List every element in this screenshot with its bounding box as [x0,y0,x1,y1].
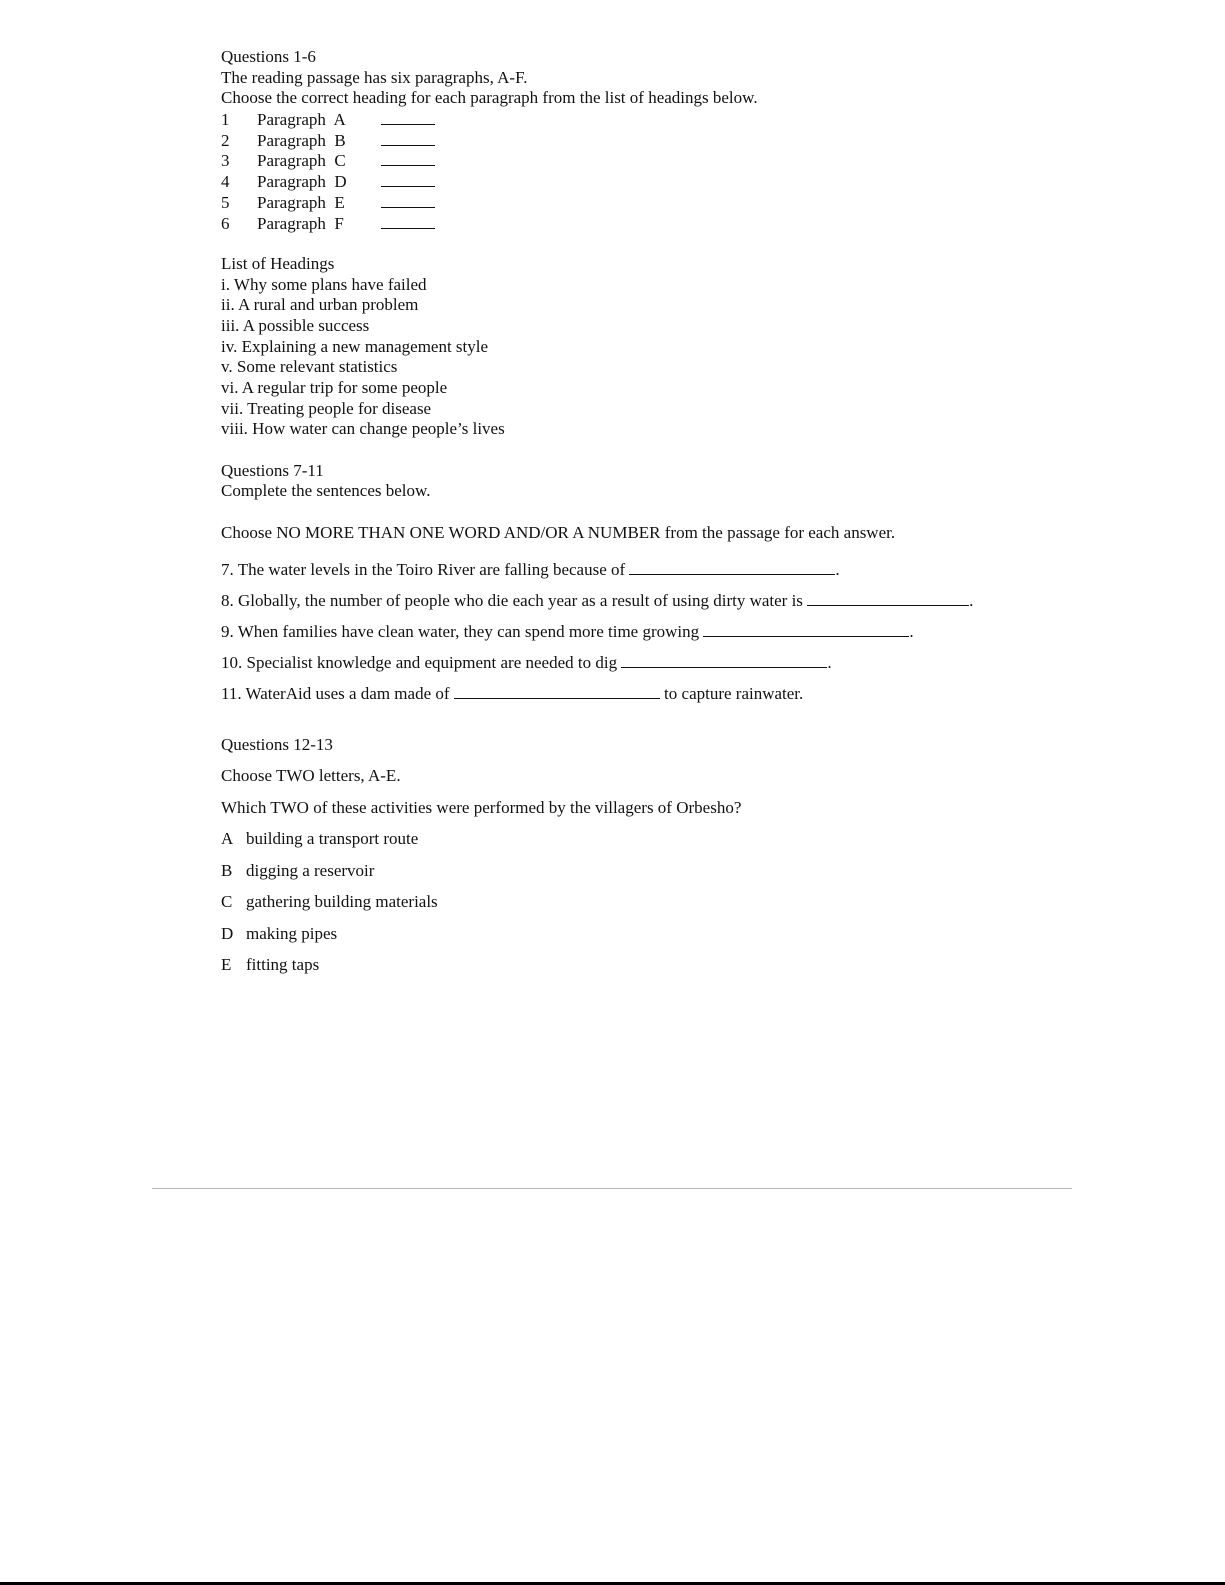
section1-intro: The reading passage has six paragraphs, A-F. [221,67,528,87]
option-letter: D [221,923,234,943]
section2-instruction: Choose NO MORE THAN ONE WORD AND/OR A NUMBER from the passage for each answer. [221,522,896,542]
paragraph-row [221,192,1081,213]
option-d[interactable] [221,918,1081,950]
question-8-end: . [969,590,974,610]
spacer [221,440,1081,461]
paragraph-number: 1 [221,110,230,130]
question-7-end: . [835,559,840,579]
paragraph-row [221,150,1081,171]
paragraph-label: Paragraph B [257,130,346,150]
question-10-text: 10. Specialist knowledge and equipment are needed to dig [221,652,622,672]
question-7 [221,554,1081,585]
section3-title: Questions 12-13 [221,734,333,754]
spacer [221,502,1081,523]
section1-instruction: Choose the correct heading for each paragraph from the list of headings below. [221,88,758,108]
spacer [221,709,1081,729]
paragraph-row [221,109,1081,130]
answer-blank-7[interactable] [629,558,835,575]
page-divider [152,1188,1072,1189]
option-c[interactable] [221,886,1081,918]
heading-item: ii. A rural and urban problem [221,295,419,315]
option-letter: A [221,829,234,848]
question-8-text: 8. Globally, the number of people who die each year as a result of using dirty water is [221,590,808,610]
question-9-text: 9. When families have clean water, they can spend more time growing [221,621,704,641]
answer-blank[interactable] [381,192,435,208]
answer-blank[interactable] [381,130,435,146]
section3-question: Which TWO of these activities were performed by the villagers of Orbesho? [221,797,742,817]
paragraph-number: 3 [221,151,230,171]
heading-item: viii. How water can change people’s lives [221,419,505,439]
question-8 [221,585,1081,616]
paragraph-number: 6 [221,213,230,233]
heading-item: vi. A regular trip for some people [221,378,448,397]
answer-blank-8[interactable] [807,589,969,606]
option-letter: E [221,955,232,974]
heading-item: i. Why some plans have failed [221,274,427,294]
option-letter: C [221,892,233,911]
question-11-end: to capture rainwater. [659,683,804,703]
option-text: making pipes [246,923,338,943]
question-9 [221,616,1081,647]
answer-blank-11[interactable] [454,682,660,699]
option-text: digging a reservoir [246,860,375,880]
option-text: gathering building materials [246,892,438,911]
option-letter: B [221,860,233,880]
paragraph-label: Paragraph E [257,192,345,212]
answer-blank[interactable] [381,150,435,166]
option-text: fitting taps [246,955,320,974]
heading-item: iv. Explaining a new management style [221,336,489,356]
paragraph-label: Paragraph C [257,151,346,171]
heading-item: iii. A possible success [221,315,370,335]
heading-item: v. Some relevant statistics [221,357,398,377]
paragraph-number: 4 [221,172,230,192]
option-a[interactable] [221,823,1081,855]
section2-title: Questions 7-11 [221,460,324,480]
answer-blank[interactable] [381,171,435,187]
answer-blank-10[interactable] [621,651,827,668]
worksheet [221,47,1081,981]
paragraph-number: 2 [221,130,230,150]
option-b[interactable] [221,855,1081,887]
paragraph-row [221,213,1081,234]
paragraph-label: Paragraph F [257,213,344,233]
question-11-text: 11. WaterAid uses a dam made of [221,683,454,703]
headings-title: List of Headings [221,253,335,273]
paragraph-label: Paragraph A [257,110,346,130]
question-10-end: . [827,652,832,672]
spacer [221,544,1081,554]
paragraph-row [221,171,1081,192]
question-9-end: . [909,621,914,641]
answer-blank[interactable] [381,109,435,125]
paragraph-row [221,130,1081,151]
question-7-text: 7. The water levels in the Toiro River are falling because of [221,559,630,579]
option-e[interactable] [221,949,1081,981]
answer-blank[interactable] [381,213,435,229]
section2-intro: Complete the sentences below. [221,481,431,501]
heading-item: vii. Treating people for disease [221,398,432,418]
paragraph-number: 5 [221,192,230,212]
section1-title: Questions 1-6 [221,47,316,66]
question-10 [221,647,1081,678]
section3-intro: Choose TWO letters, A-E. [221,766,401,785]
paragraph-label: Paragraph D [257,172,347,192]
spacer [221,233,1081,254]
question-11 [221,678,1081,709]
answer-blank-9[interactable] [703,620,909,637]
option-text: building a transport route [246,829,419,848]
